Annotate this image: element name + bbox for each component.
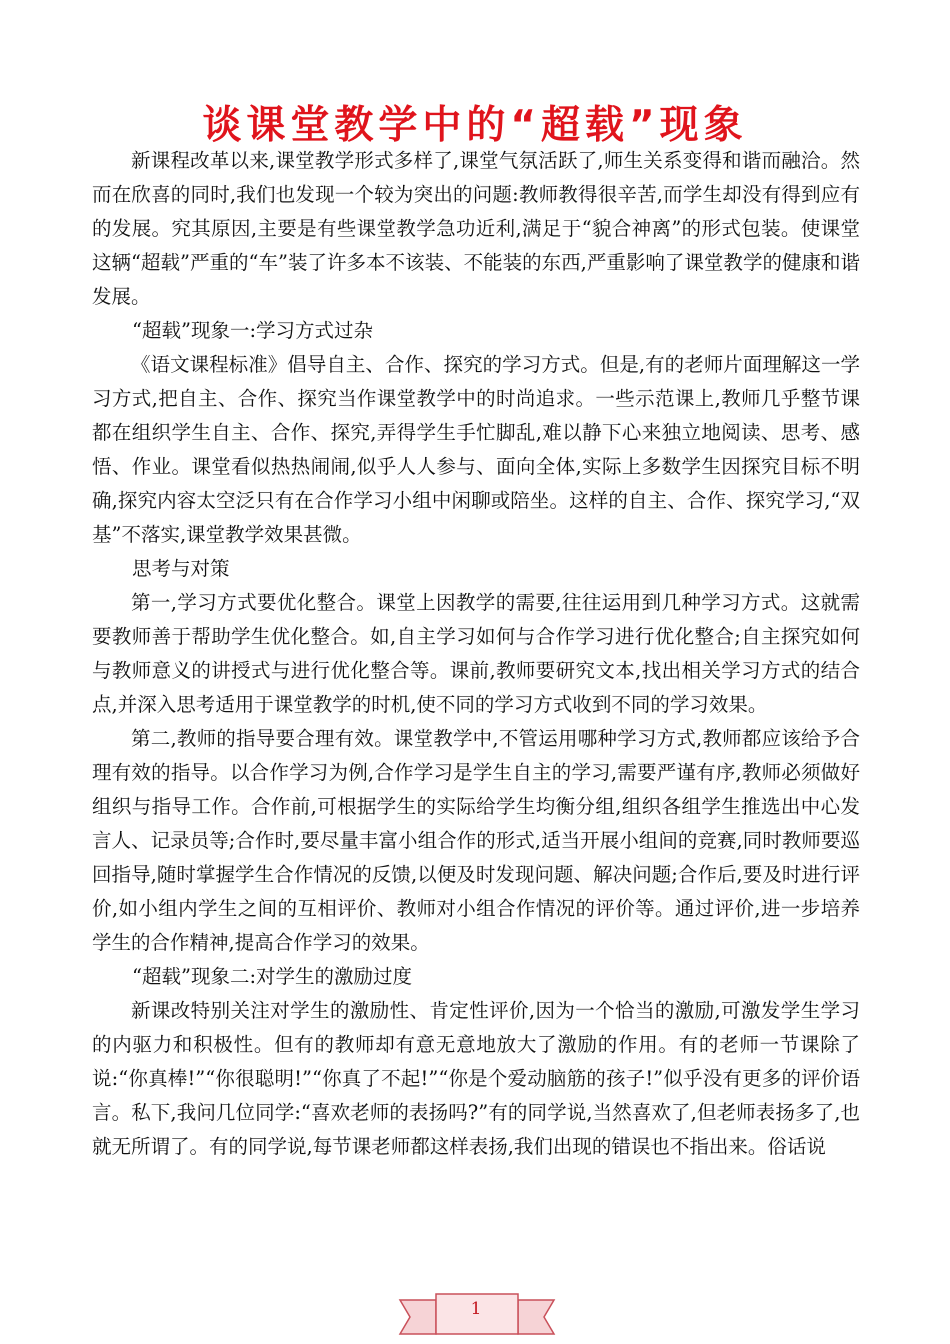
paragraph-section-2: 新课改特别关注对学生的激励性、肯定性评价,因为一个恰当的激励,可激发学生学习的内驱力和积极性。但有的教师却有意无意地放大了激励的作用。有的老师一节课除了说:“你真棒!”“你很聪明!”“你真了不起!”“你是个爱动脑筋的孩子!”似乎没有更多的评价语言。私下,我问几位同学:“喜欢老师的表扬吗?”有的同学说,当然喜欢了,但老师表扬多了,也就无所谓了。有的同学说,每节课老师都这样表扬,我们出现的错误也不指出来。俗话说 — [92, 999, 860, 1158]
page-number: 1 — [470, 1299, 482, 1319]
paragraph-section-1: 《语文课程标准》倡导自主、合作、探究的学习方式。但是,有的老师片面理解这一学习方式,把自主、合作、探究当作课堂教学中的时尚追求。一些示范课上,教师几乎整节课都在组织学生自主、合作、探究,弄得学生手忙脚乱,难以静下心来独立地阅读、思考、感悟、作业。课堂看似热热闹闹,似乎人人参与、面向全体,实际上多数学生因探究目标不明确,探究内容太空泛只有在合作学习小组中闲聊或陪坐。这样的自主、合作、探究学习,“双基”不落实,课堂教学效果甚微。 — [92, 353, 860, 546]
paragraph-strategy-2: 第二,教师的指导要合理有效。课堂教学中,不管运用哪种学习方式,教师都应该给予合理有效的指导。以合作学习为例,合作学习是学生自主的学习,需要严谨有序,教师必须做好组织与指导工作。合作前,可根据学生的实际给学生均衡分组,组织各组学生推选出中心发言人、记录员等;合作时,要尽量丰富小组合作的形式,适当开展小组间的竞赛,同时教师要巡回指导,随时掌握学生合作情况的反馈,以便及时发现问题、解决问题;合作后,要及时进行评价,如小组内学生之间的互相评价、教师对小组合作情况的评价等。通过评价,进一步培养学生的合作精神,提高合作学习的效果。 — [92, 727, 860, 954]
paragraph-intro: 新课程改革以来,课堂教学形式多样了,课堂气氛活跃了,师生关系变得和谐而融洽。然而在欣喜的同时,我们也发现一个较为突出的问题:教师教得很辛苦,而学生却没有得到应有的发展。究其原因,主要是有些课堂教学急功近利,满足于“貌合神离”的形式包装。使课堂这辆“超载”严重的“车”装了许多本不该装、不能装的东西,严重影响了课堂教学的健康和谐发展。 — [92, 149, 860, 308]
document-body — [92, 144, 860, 1164]
subheading-thinking: 思考与对策 — [132, 557, 230, 580]
document-title: 谈课堂教学中的“超载”现象 — [202, 103, 748, 148]
paragraph-strategy-1: 第一,学习方式要优化整合。课堂上因教学的需要,往往运用到几种学习方式。这就需要教师善于帮助学生优化整合。如,自主学习如何与合作学习进行优化整合;自主探究如何与教师意义的讲授式与进行优化整合等。课前,教师要研究文本,找出相关学习方式的结合点,并深入思考适用于课堂教学的时机,使不同的学习方式收到不同的学习效果。 — [92, 591, 860, 716]
section-heading-1: “超载”现象一:学习方式过杂 — [132, 319, 374, 342]
section-heading-2: “超载”现象二:对学生的激励过度 — [132, 965, 413, 988]
